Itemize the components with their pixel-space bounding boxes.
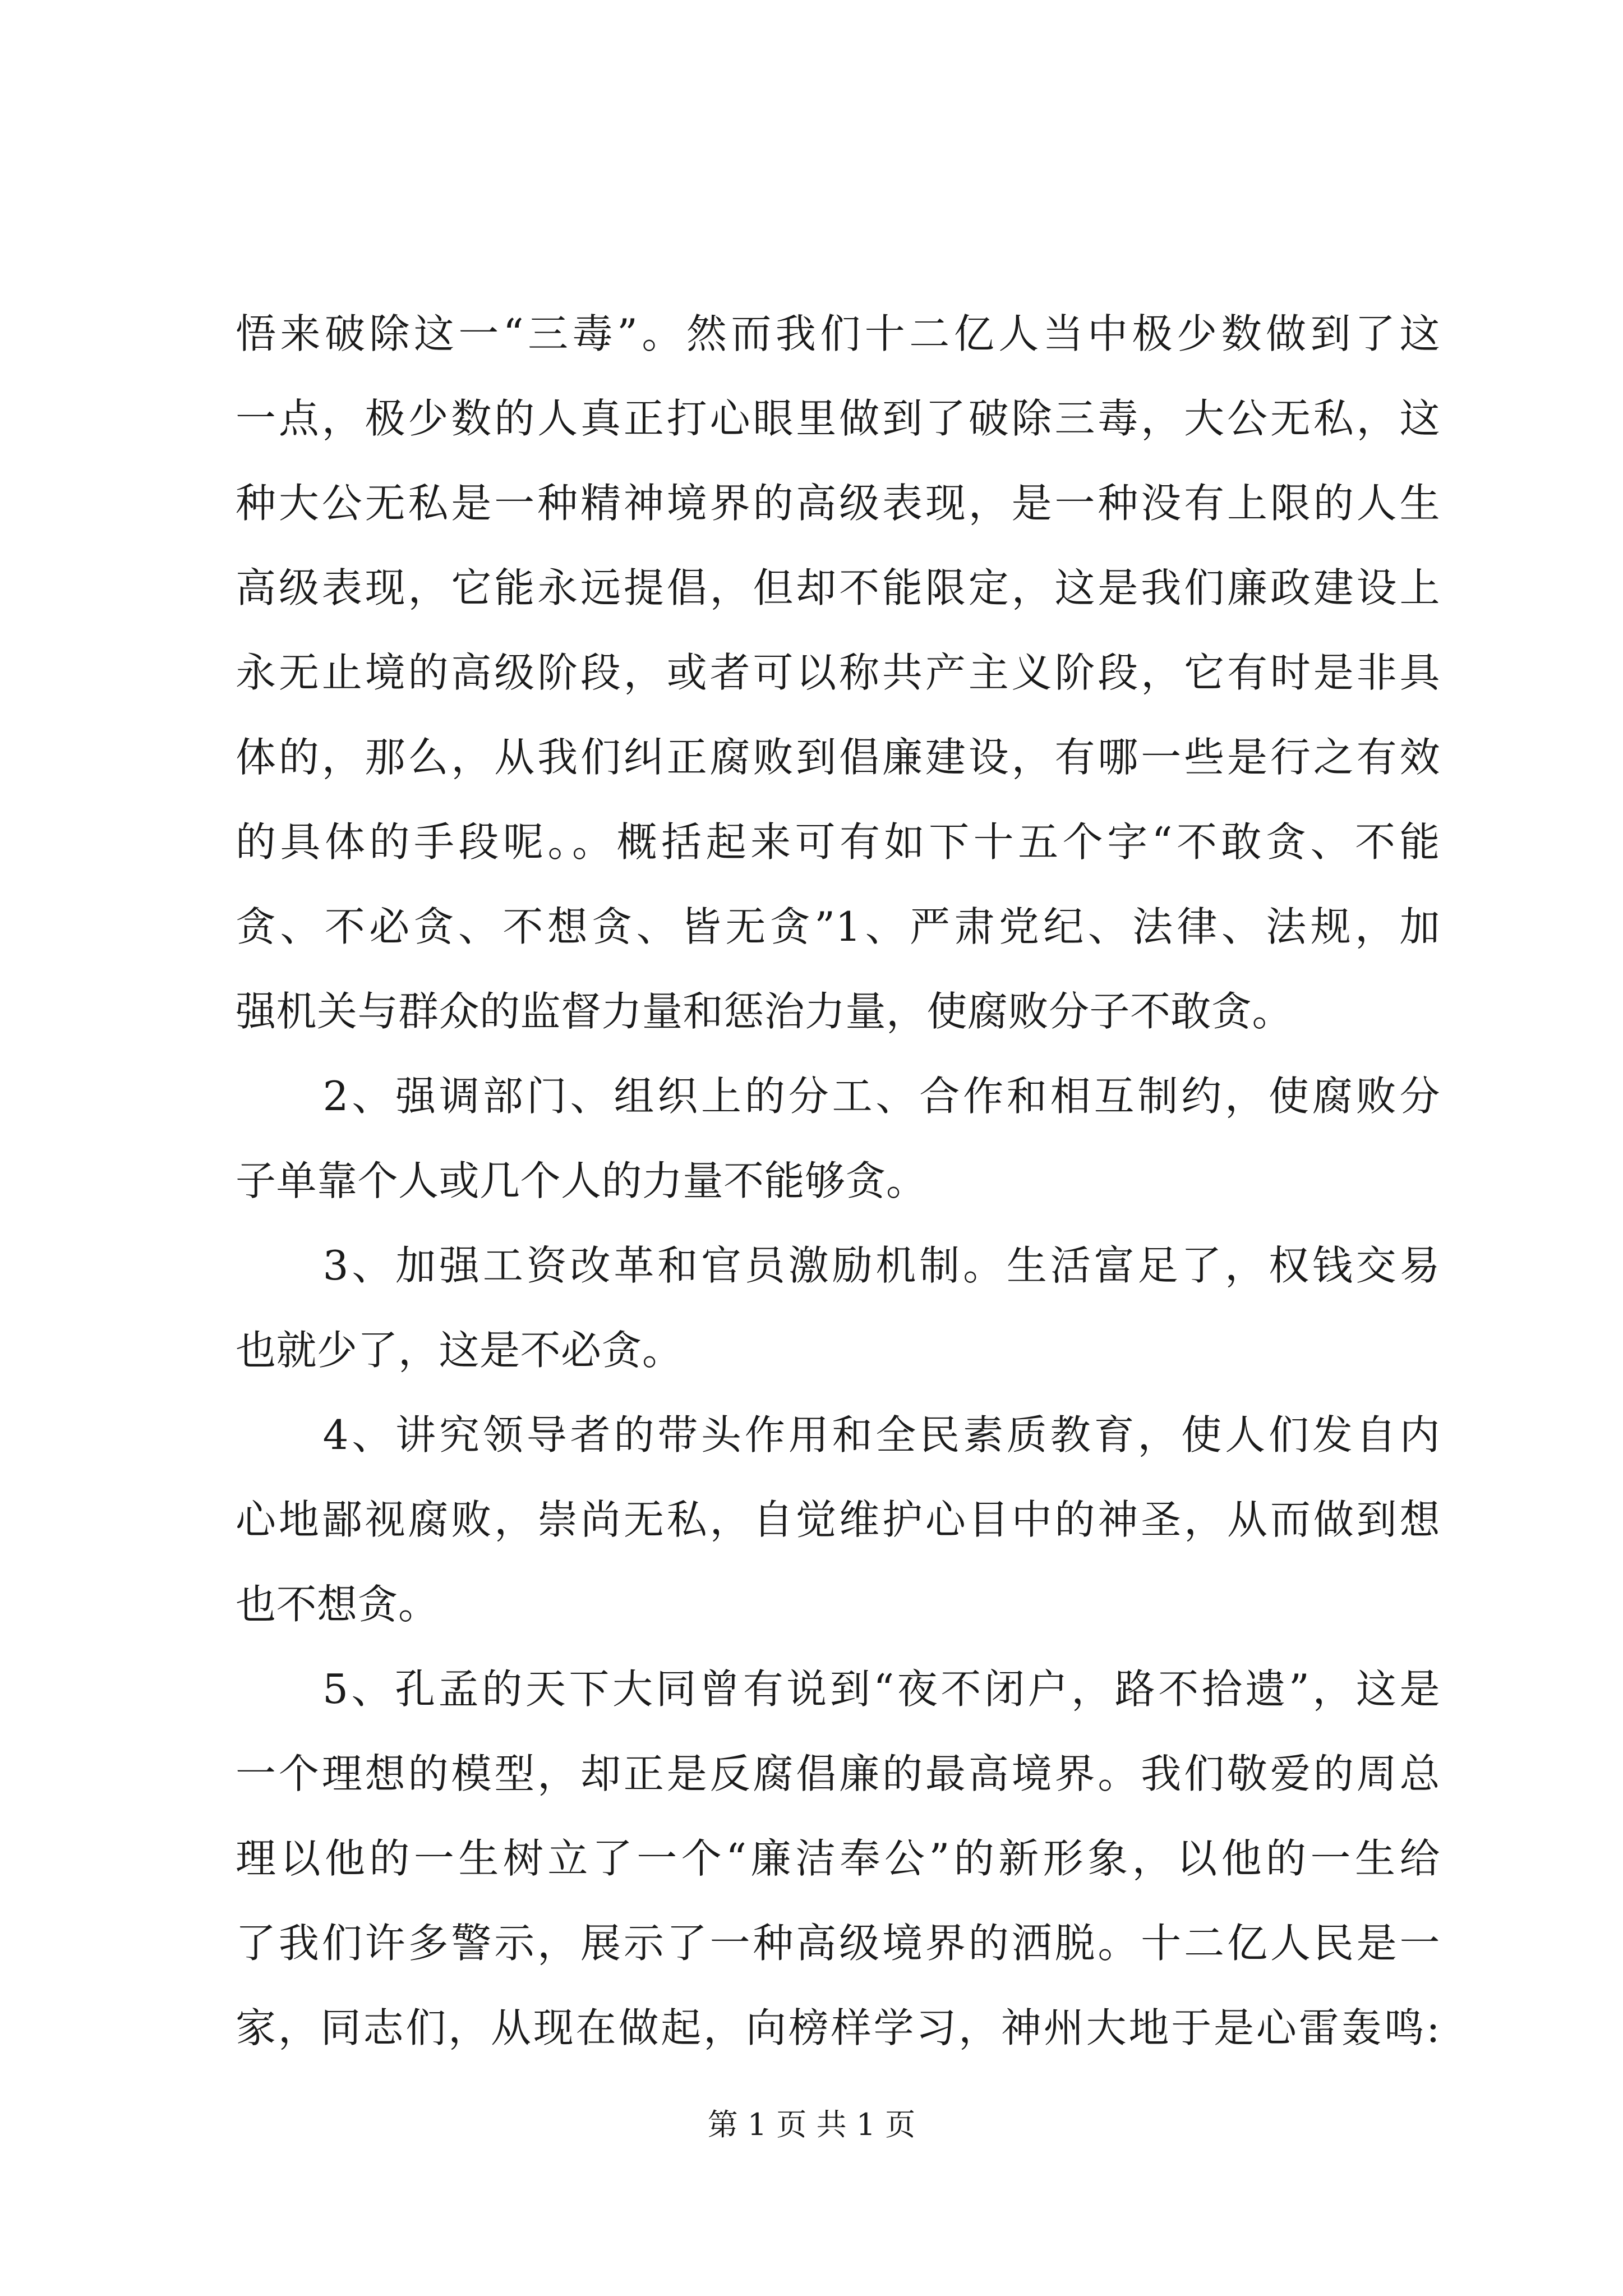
text-line: 3、加强工资改革和官员激励机制。生活富足了，权钱交易 (236, 1242, 1440, 1289)
text-line: 5、孔孟的天下大同曾有说到“夜不闭户，路不拾遗”，这是 (236, 1665, 1440, 1713)
text-line: 也不想贪。 (236, 1581, 439, 1628)
text-line: 2、强调部门、组织上的分工、合作和相互制约，使腐败分 (236, 1073, 1440, 1120)
text-line: 也就少了，这是不必贪。 (236, 1327, 683, 1374)
text-line: 心地鄙视腐败，崇尚无私，自觉维护心目中的神圣，从而做到想 (236, 1496, 1440, 1543)
page-number: 第 1 页 共 1 页 (707, 2107, 916, 2142)
text-line: 一个理想的模型，却正是反腐倡廉的最高境界。我们敬爱的周总 (236, 1750, 1440, 1797)
text-line: 贪、不必贪、不想贪、皆无贪”1、严肃党纪、法律、法规，加 (236, 903, 1440, 950)
text-line: 体的，那么，从我们纠正腐败到倡廉建设，有哪一些是行之有效 (236, 734, 1440, 781)
text-line: 了我们许多警示，展示了一种高级境界的洒脱。十二亿人民是一 (236, 1920, 1440, 1967)
text-line: 高级表现，它能永远提倡，但却不能限定，这是我们廉政建设上 (236, 564, 1440, 611)
text-line: 悟来破除这一“三毒”。然而我们十二亿人当中极少数做到了这 (236, 310, 1440, 357)
text-line: 家，同志们，从现在做起，向榜样学习，神州大地于是心雷轰鸣: (236, 2004, 1440, 2051)
text-line: 种大公无私是一种精神境界的高级表现，是一种没有上限的人生 (236, 480, 1440, 527)
text-line: 4、讲究领导者的带头作用和全民素质教育，使人们发自内 (236, 1411, 1440, 1458)
text-line: 理以他的一生树立了一个“廉洁奉公”的新形象，以他的一生给 (236, 1835, 1440, 1882)
text-line: 强机关与群众的监督力量和惩治力量，使腐败分子不敢贪。 (236, 988, 1293, 1035)
text-line: 永无止境的高级阶段，或者可以称共产主义阶段，它有时是非具 (236, 649, 1440, 696)
body-text (236, 292, 1440, 2070)
page-footer (0, 2101, 1623, 2144)
text-line: 子单靠个人或几个人的力量不能够贪。 (236, 1157, 927, 1204)
text-line: 的具体的手段呢。。概括起来可有如下十五个字“不敢贪、不能 (236, 818, 1440, 866)
text-line: 一点，极少数的人真正打心眼里做到了破除三毒，大公无私，这 (236, 395, 1440, 442)
